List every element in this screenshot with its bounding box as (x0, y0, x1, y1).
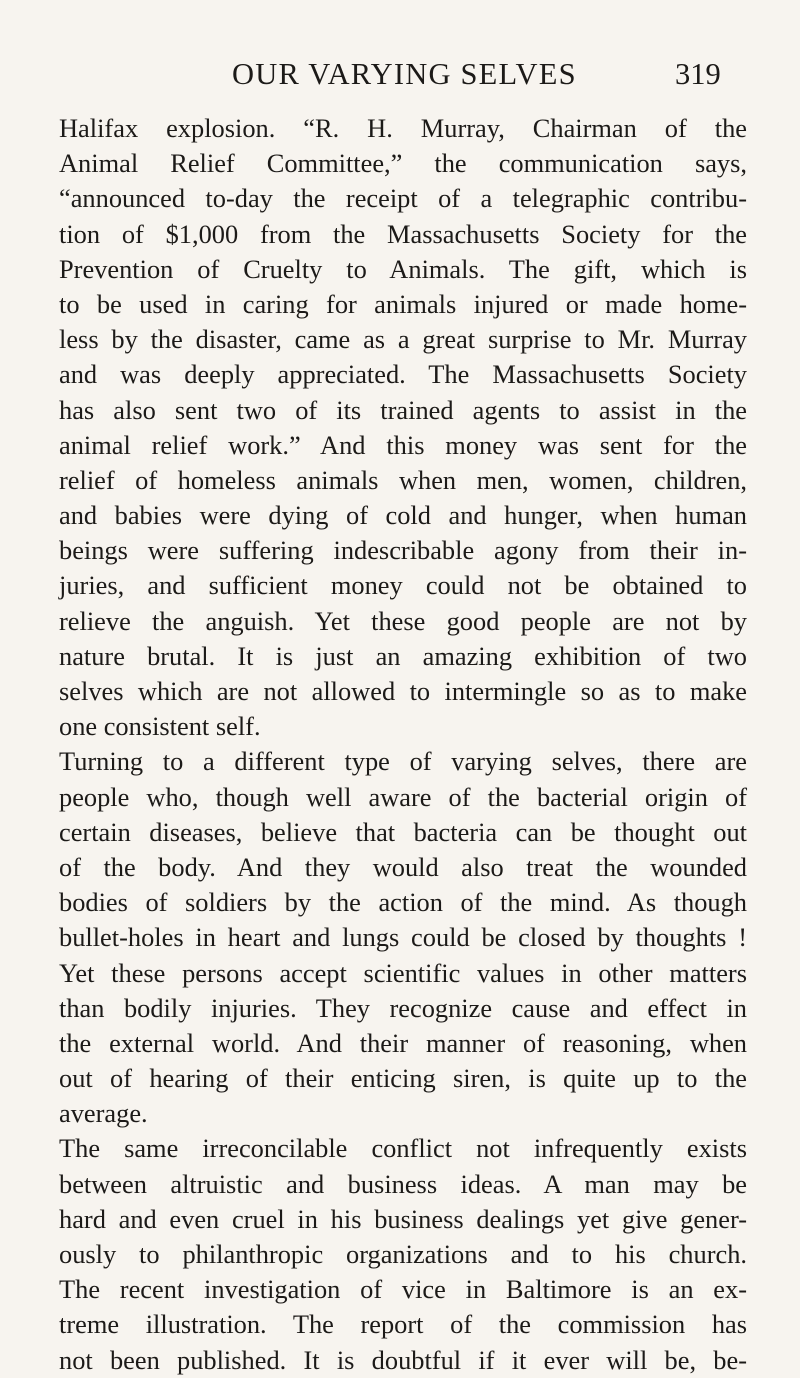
text-line: people who, though well aware of the bacterial origin of (59, 781, 747, 812)
body-text (59, 111, 747, 1378)
text-line: bodies of soldiers by the action of the mind. As though (59, 887, 747, 918)
text-line: between altruistic and business ideas. A man may be (59, 1168, 747, 1199)
text-line: Animal Relief Committee,” the communication says, (59, 148, 747, 179)
text-line: relief of homeless animals when men, women, children, (59, 464, 747, 495)
text-line: tion of $1,000 from the Massachusetts Society for the (59, 218, 747, 249)
text-line: and was deeply appreciated. The Massachusetts Society (59, 359, 747, 390)
text-line: “announced to-day the receipt of a telegraphic contribu- (59, 183, 747, 214)
text-line: average. (59, 1098, 148, 1129)
text-line: relieve the anguish. Yet these good people are not by (59, 605, 747, 636)
text-line: hard and even cruel in his business dealings yet give gener- (59, 1203, 747, 1234)
text-line: than bodily injuries. They recognize cause and effect in (59, 992, 747, 1023)
text-line: The recent investigation of vice in Baltimore is an ex- (59, 1274, 747, 1305)
text-line: Halifax explosion. “R. H. Murray, Chairman of the (59, 113, 747, 143)
text-line: treme illustration. The report of the commission has (59, 1309, 747, 1340)
text-line: certain diseases, believe that bacteria can be thought out (59, 816, 747, 847)
text-line: Turning to a different type of varying selves, there are (59, 746, 747, 777)
text-line: and babies were dying of cold and hunger, when human (59, 500, 747, 531)
text-line: selves which are not allowed to intermingle so as to make (59, 676, 747, 706)
text-line: animal relief work.” And this money was sent for the (59, 429, 747, 460)
text-line: nature brutal. It is just an amazing exhibition of two (59, 640, 747, 671)
text-line: has also sent two of its trained agents to assist in the (59, 394, 747, 425)
text-line: not been published. It is doubtful if it ever will be, be- (59, 1344, 747, 1375)
text-line: beings were suffering indescribable agony from their in- (59, 535, 747, 566)
text-line: less by the disaster, came as a great surprise to Mr. Murray (59, 324, 747, 355)
text-line: out of hearing of their enticing siren, is quite up to the (59, 1063, 747, 1094)
text-line: juries, and sufficient money could not be obtained to (59, 570, 747, 601)
running-head-title: OUR VARYING SELVES (232, 57, 577, 91)
text-line: ously to philanthropic organizations and to his church. (59, 1239, 747, 1269)
text-line: The same irreconcilable conflict not infrequently exists (59, 1133, 747, 1164)
text-line: bullet-holes in heart and lungs could be closed by thoughts ! (59, 922, 747, 953)
text-line: the external world. And their manner of reasoning, when (59, 1027, 747, 1058)
text-line: one consistent self. (59, 711, 261, 742)
running-head (0, 54, 800, 94)
text-line: Yet these persons accept scientific values in other matters (59, 957, 747, 988)
page-number: 319 (675, 57, 721, 91)
text-line: to be used in caring for animals injured or made home- (59, 288, 747, 319)
text-line: Prevention of Cruelty to Animals. The gift, which is (59, 253, 747, 284)
text-line: of the body. And they would also treat the wounded (59, 851, 747, 882)
